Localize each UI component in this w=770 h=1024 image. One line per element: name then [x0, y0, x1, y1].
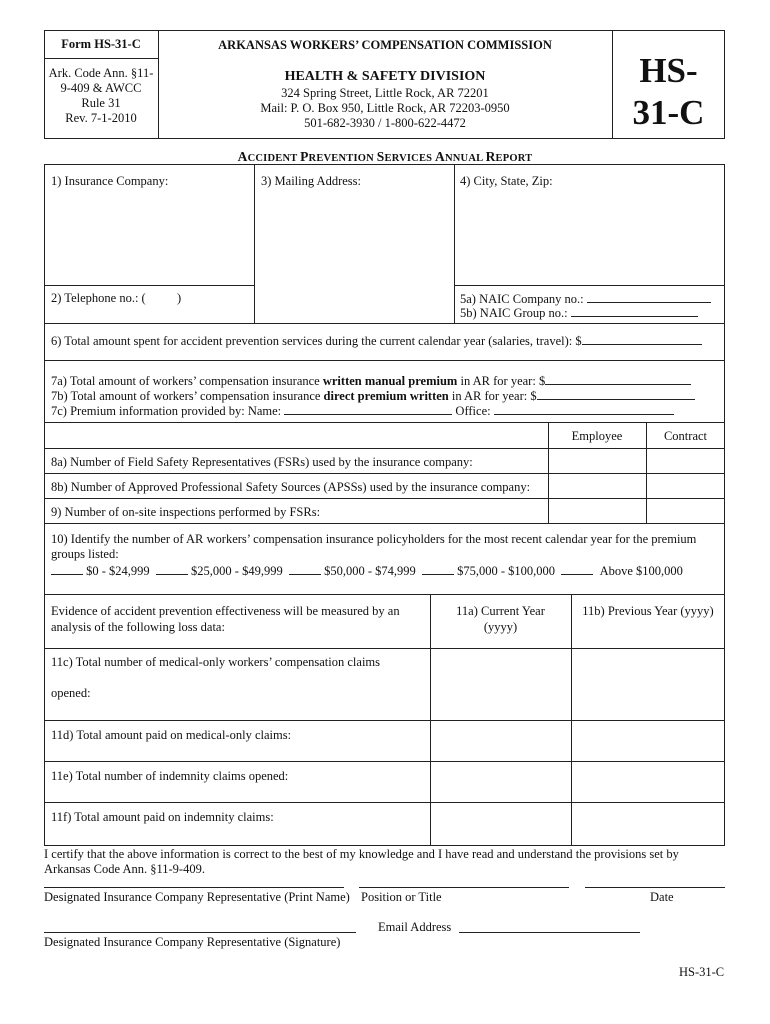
divider-3-4 [454, 164, 455, 323]
total-spent-field[interactable]: 6) Total amount spent for accident prevention services during the current calendar year (salaries, travel): $ [51, 333, 702, 349]
medical-claims-previous-cell[interactable] [572, 649, 724, 719]
date-label: Date [650, 890, 674, 904]
commission-name: ARKANSAS WORKERS’ COMPENSATION COMMISSION [218, 38, 552, 52]
direct-premium-written-field[interactable]: 7b) Total amount of workers’ compensation insurance direct premium written in AR for year: $ [51, 388, 695, 404]
report-title: ACCIDENT PREVENTION SERVICES ANNUAL REPORT [237, 149, 533, 164]
signature-line[interactable] [44, 932, 356, 933]
divider-1-2 [44, 285, 254, 286]
mailing-address-field[interactable]: 3) Mailing Address: [261, 174, 361, 188]
indemnity-paid-current-cell[interactable] [431, 803, 570, 845]
division-name: HEALTH & SAFETY DIVISION [284, 69, 486, 84]
policyholders-question-cont: groups listed: [51, 547, 119, 561]
indemnity-paid-label: 11f) Total amount paid on indemnity claims: [51, 810, 274, 824]
group-5-blank[interactable] [561, 563, 593, 575]
date-line[interactable] [585, 887, 725, 888]
medical-paid-current-cell[interactable] [431, 721, 570, 760]
group-4-blank[interactable] [422, 563, 454, 575]
written-manual-premium-field[interactable]: 7a) Total amount of workers’ compensation insurance written manual premium in AR for year: $ [51, 373, 691, 389]
apss-contract-cell[interactable] [647, 474, 724, 497]
divider-1-3 [254, 164, 255, 323]
medical-only-claims-label-cont: opened: [51, 686, 91, 700]
premium-office-line[interactable] [494, 403, 674, 415]
group-1-blank[interactable] [51, 563, 83, 575]
col-employee: Employee [571, 429, 623, 443]
indemnity-claims-previous-cell[interactable] [572, 762, 724, 801]
group-3-blank[interactable] [289, 563, 321, 575]
fsr-count-label: 8a) Number of Field Safety Representatives (FSRs) used by the insurance company: [51, 455, 473, 469]
print-name-line[interactable] [44, 887, 344, 888]
medical-only-paid-label: 11d) Total amount paid on medical-only claims: [51, 728, 292, 742]
indemnity-claims-current-cell[interactable] [431, 762, 570, 801]
position-label: Position or Title [361, 890, 442, 904]
form-id: Form HS-31-C [61, 37, 141, 51]
staff-table-top [44, 422, 725, 423]
indemnity-claims-label: 11e) Total number of indemnity claims opened: [51, 769, 289, 783]
indemnity-paid-previous-cell[interactable] [572, 803, 724, 845]
telephone-field[interactable]: 2) Telephone no.: ( ) [51, 291, 182, 305]
phone-numbers: 501-682-3930 / 1-800-622-4472 [304, 116, 466, 130]
form-badge: HS- 31-C [632, 51, 705, 132]
street-address: 324 Spring Street, Little Rock, AR 72201 [281, 86, 489, 100]
medical-claims-current-cell[interactable] [431, 649, 570, 719]
city-state-zip-field[interactable]: 4) City, State, Zip: [460, 174, 553, 188]
inspections-count-label: 9) Number of on-site inspections performed by FSRs: [51, 505, 321, 519]
col-contract: Contract [663, 429, 708, 443]
mail-address: Mail: P. O. Box 950, Little Rock, AR 72203-0950 [260, 101, 510, 115]
email-line[interactable] [459, 932, 640, 933]
fsr-contract-cell[interactable] [647, 449, 724, 472]
divider-4-5 [454, 285, 725, 286]
naic-group-field[interactable]: 5b) NAIC Group no.: [460, 305, 698, 321]
certification-text: I certify that the above information is correct to the best of my knowledge and I have read and understand the provisions set by [44, 847, 679, 861]
loss-intro-cont: analysis of the following loss data: [51, 620, 225, 634]
inspections-contract-cell[interactable] [647, 499, 724, 522]
loss-table-top [44, 594, 725, 595]
policyholders-question: 10) Identify the number of AR workers’ compensation insurance policyholders for the most recent calendar year for the premium [51, 532, 697, 546]
header-form-id-rule [44, 58, 158, 59]
written-premium-line[interactable] [545, 373, 691, 385]
naic-company-line[interactable] [587, 291, 711, 303]
divider-row6-top [44, 323, 725, 324]
medical-only-claims-label: 11c) Total number of medical-only workers’ compensation claims [51, 655, 381, 669]
loss-intro: Evidence of accident prevention effectiveness will be measured by an [51, 604, 400, 618]
statute-reference: Ark. Code Ann. §11- 9-409 & AWCC Rule 31 Rev. 7-1-2010 [48, 66, 154, 125]
position-line[interactable] [359, 887, 569, 888]
col-current-year: 11a) Current Year [456, 604, 545, 618]
col-previous-year: 11b) Previous Year (yyyy) [582, 604, 714, 618]
medical-paid-previous-cell[interactable] [572, 721, 724, 760]
apss-employee-cell[interactable] [549, 474, 645, 497]
premium-groups: $0 - $24,999 $25,000 - $49,999 $50,000 - $74,999 $75,000 - $100,000 Above $100,000 [51, 563, 683, 579]
direct-premium-line[interactable] [537, 388, 695, 400]
inspections-employee-cell[interactable] [549, 499, 645, 522]
col-current-year-format: (yyyy) [483, 620, 518, 634]
insurance-company-field[interactable]: 1) Insurance Company: [51, 174, 169, 188]
premium-provided-by-field[interactable]: 7c) Premium information provided by: Name: Office: [51, 403, 674, 419]
naic-group-line[interactable] [571, 305, 698, 317]
premium-name-line[interactable] [284, 403, 452, 415]
naic-company-field[interactable]: 5a) NAIC Company no.: [460, 291, 711, 307]
staff-table-bottom [44, 523, 725, 524]
fsr-employee-cell[interactable] [549, 449, 645, 472]
divider-row7-top [44, 360, 725, 361]
apss-count-label: 8b) Number of Approved Professional Safety Sources (APSSs) used by the insurance company: [51, 480, 531, 494]
group-2-blank[interactable] [156, 563, 188, 575]
total-spent-line[interactable] [582, 333, 702, 345]
certification-text-cont: Arkansas Code Ann. §11-9-409. [44, 862, 205, 876]
email-label: Email Address [378, 920, 452, 934]
signature-label: Designated Insurance Company Representative (Signature) [44, 935, 341, 949]
footer-form-code: HS-31-C [679, 965, 725, 979]
print-name-label: Designated Insurance Company Representative (Print Name) [44, 890, 350, 904]
